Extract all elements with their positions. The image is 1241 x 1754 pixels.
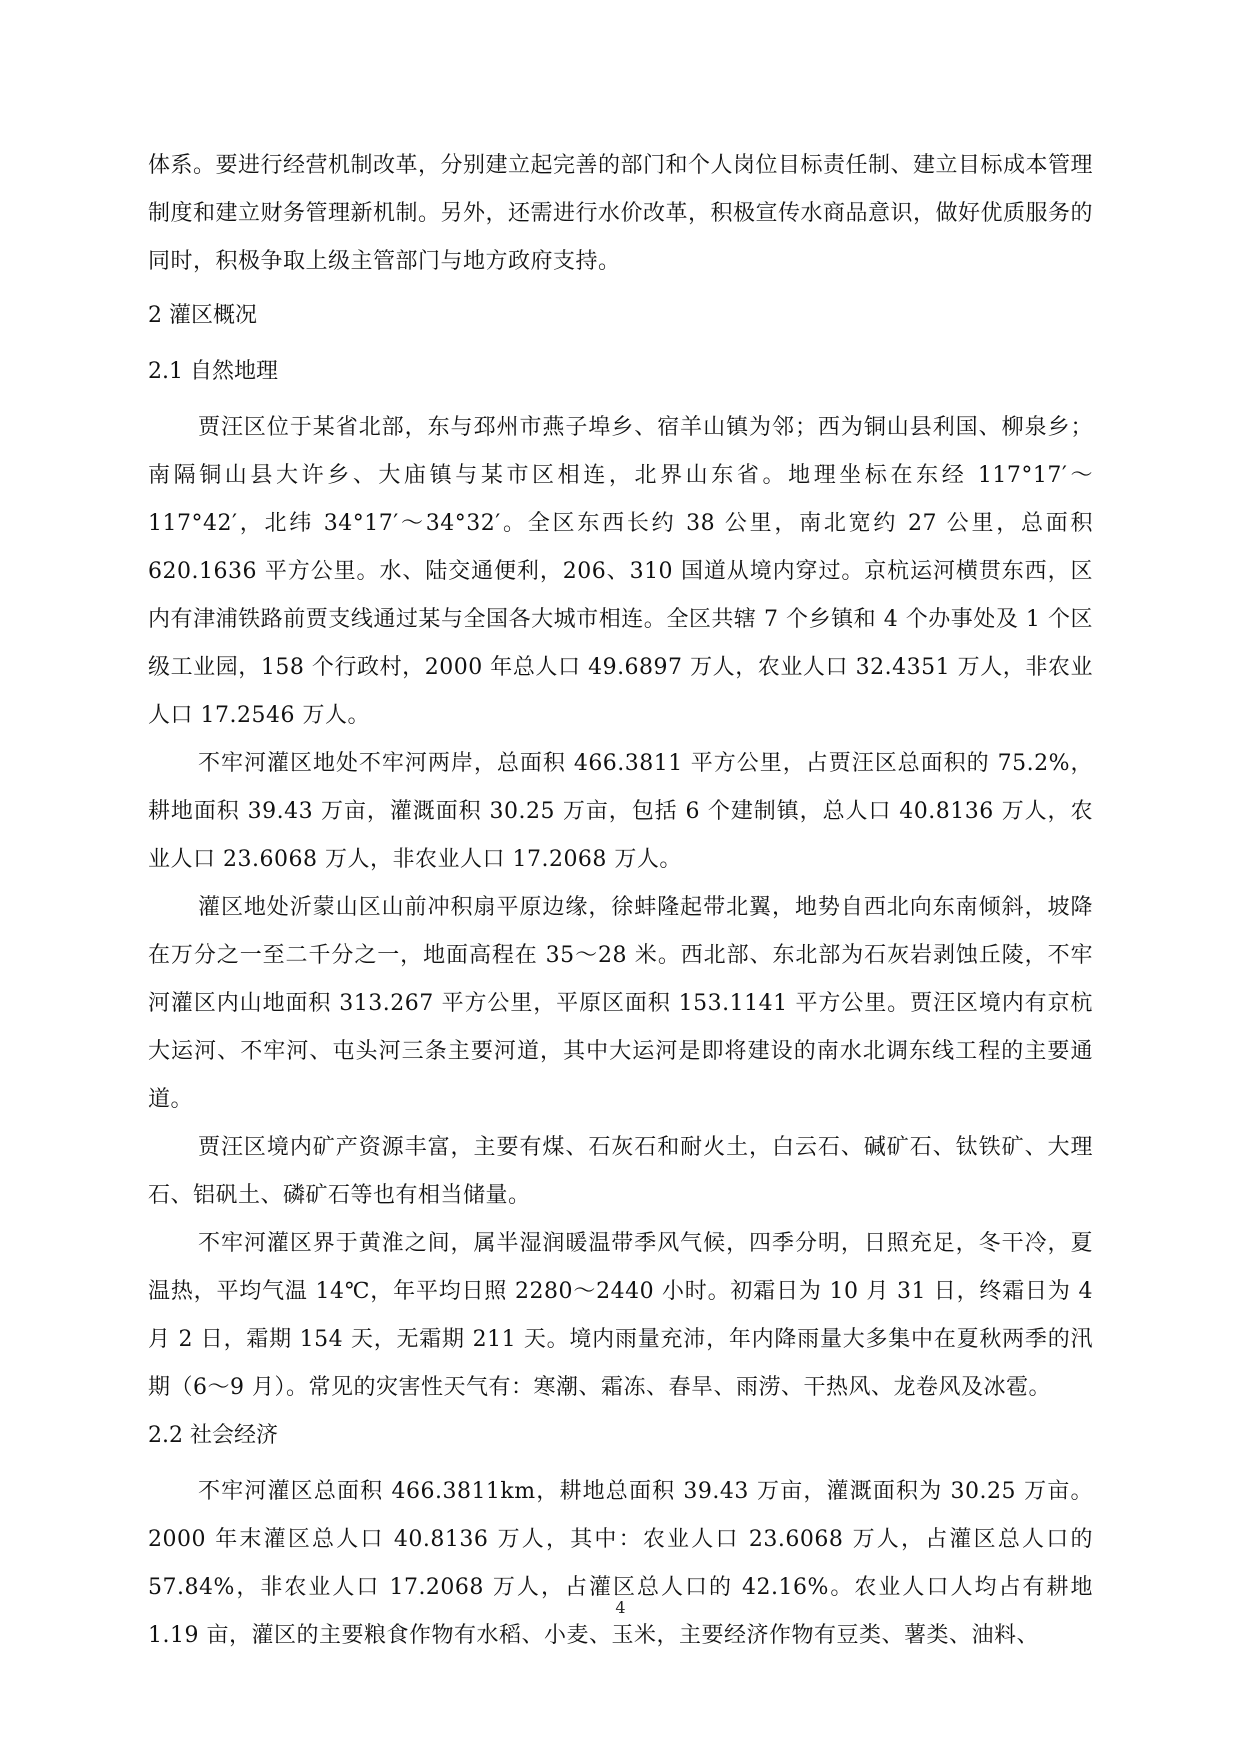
- section-2-1-heading: 2.1 自然地理: [148, 359, 278, 384]
- paragraph-irrigation-area: 不牢河灌区地处不牢河两岸，总面积 466.3811 平方公里，占贾汪区总面积的 75.2%，耕地面积 39.43 万亩，灌溉面积 30.25 万亩，包括 6 个建制镇，总人口 40.8136 万人，农业人口 23.6068 万人，非农业人口 17.2068 万人。: [148, 751, 1093, 872]
- section-2-2-heading: 2.2 社会经济: [148, 1423, 278, 1448]
- section-2-heading: 2 灌区概况: [148, 303, 257, 328]
- paragraph-social-economy: 不牢河灌区总面积 466.3811km，耕地总面积 39.43 万亩，灌溉面积为 30.25 万亩。2000 年末灌区总人口 40.8136 万人，其中：农业人口 23.6068 万人，占灌区总人口的 57.84%，非农业人口 17.2068 万人，占灌区总人口的 42.16%。农业人口人均占有耕地 1.19 亩，灌区的主要粮食作物有水稻、小麦、玉米，主要经济作物有豆类、薯类、油料、: [148, 1479, 1093, 1648]
- document-page: [148, 142, 1093, 1660]
- page-number: 4: [615, 1598, 626, 1617]
- paragraph-location: 贾汪区位于某省北部，东与邳州市燕子埠乡、宿羊山镇为邻；西为铜山县利国、柳泉乡；南隔铜山县大许乡、大庙镇与某市区相连，北界山东省。地理坐标在东经 117°17′～117°42′，北纬 34°17′～34°32′。全区东西长约 38 公里，南北宽约 27 公里，总面积 620.1636 平方公里。水、陆交通便利，206、310 国道从境内穿过。京杭运河横贯东西，区内有津浦铁路前贾支线通过某与全国各大城市相连。全区共辖 7 个乡镇和 4 个办事处及 1 个区级工业园，158 个行政村，2000 年总人口 49.6897 万人，农业人口 32.4351 万人，非农业人口 17.2546 万人。: [148, 415, 1093, 728]
- paragraph-minerals: 贾汪区境内矿产资源丰富，主要有煤、石灰石和耐火土，白云石、碱矿石、钛铁矿、大理石、铝矾土、磷矿石等也有相当储量。: [148, 1135, 1093, 1208]
- paragraph-climate: 不牢河灌区界于黄淮之间，属半湿润暖温带季风气候，四季分明，日照充足，冬干冷，夏温热，平均气温 14℃，年平均日照 2280～2440 小时。初霜日为 10 月 31 日，终霜日为 4 月 2 日，霜期 154 天，无霜期 211 天。境内雨量充沛，年内降雨量大多集中在夏秋两季的汛期（6～9 月）。常见的灾害性天气有：寒潮、霜冻、春旱、雨涝、干热风、龙卷风及冰雹。: [148, 1231, 1093, 1400]
- intro-paragraph: 体系。要进行经营机制改革，分别建立起完善的部门和个人岗位目标责任制、建立目标成本管理制度和建立财务管理新机制。另外，还需进行水价改革，积极宣传水商品意识，做好优质服务的同时，积极争取上级主管部门与地方政府支持。: [148, 153, 1094, 274]
- paragraph-terrain: 灌区地处沂蒙山区山前冲积扇平原边缘，徐蚌隆起带北翼，地势自西北向东南倾斜，坡降在万分之一至二千分之一，地面高程在 35～28 米。西北部、东北部为石灰岩剥蚀丘陵，不牢河灌区内山地面积 313.267 平方公里，平原区面积 153.1141 平方公里。贾汪区境内有京杭大运河、不牢河、屯头河三条主要河道，其中大运河是即将建设的南水北调东线工程的主要通道。: [148, 895, 1093, 1112]
